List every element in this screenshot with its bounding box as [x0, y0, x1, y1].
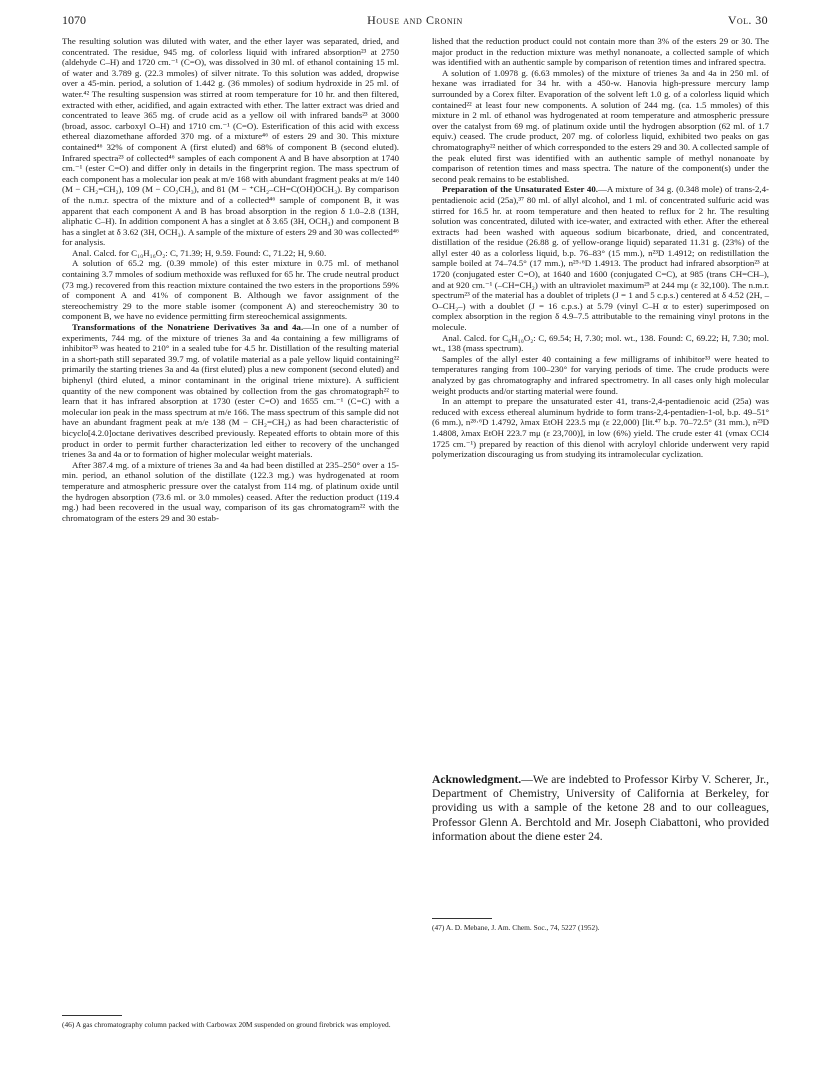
acknowledgment-text: —We are indebted to Professor Kirby V. Scherer, Jr., Department of Chemistry, University of California at Berkeley, for providing us with a sample of the ketone 28 and to our colleagues, Professor Glenn A. Berchtold and Mr. Joseph Ciabattoni, who provided information about the diene ester 24. — [432, 773, 769, 843]
paragraph-text: —In one of a number of experiments, 744 mg. of the mixture of trienes 3a and 4a containing a few milligrams of inhibitor³³ was heated to 210° in a sealed tube for 4.5 hr. Distillation of the resulting material in a short-path still separated 39.7 mg. of volatile material as a pale yellow liquid containing²² primarily the starting trienes 3a and 4a (first eluted) plus a new component (second eluted) and biphenyl (third eluted, a minor contaminant in the original triene mixture). A sufficient quantity of the new component was obtained by collection from the gas chromatograph²² to learn that it has infrared absorption at 1730 (ester C=O) and 1655 cm.⁻¹ (C=C) with a molecular ion peak in the mass spectrum at m/e 166. The mass spectrum of this sample did not have an abundant fragment peak at m/e 138 (M − CH₂=CH₂) as had been characteristic of bicyclo[4.2.0]octane derivatives described previously. Repeated efforts to obtain more of this product in order to permit further characterization led either to recovery of the unchanged trienes 3a and 4a or to formation of higher molecular weight materials. — [62, 322, 399, 460]
paragraph — [432, 396, 769, 460]
running-authors: House and Cronin — [367, 13, 463, 27]
paragraph — [62, 258, 399, 322]
section-heading: Transformations of the Nonatriene Derivatives 3a and 4a. — [72, 322, 304, 333]
acknowledgment — [432, 773, 769, 844]
paragraph-text: A solution of 1.0978 g. (6.63 mmoles) of the mixture of trienes 3a and 4a in 250 ml. of hexane was irradiated for 34 hr. with a 450-w. Hanovia high-pressure mercury lamp surrounded by a Corex filter. Evaporation of the solvent left 1.0 g. of a colorless liquid which contained²² at least four new components. A solution of 244 mg. (ca. 1.5 mmoles) of this mixture in 2 ml. of ethanol was hydrogenated at room temperature and atmospheric pressure over the catalyst from 69 mg. of platinum oxide until the hydrogen absorption (62 ml. of 1.7 equiv.) ceased. The crude product, 207 mg. of colorless liquid, exhibited two peaks on gas chromatography²² neither of which corresponded to the esters 29 and 30. A collected sample of the peak eluted first was identified with an authentic sample of methyl nonanoate by comparison of retention times and mass spectra. The nature of the component(s) under the second peak remains to be established. — [432, 67, 769, 184]
paragraph — [62, 248, 399, 259]
left-column — [62, 36, 399, 1036]
footnote-rule — [62, 1015, 122, 1016]
paragraph-text: The resulting solution was diluted with water, and the ether layer was separated, dried, and concentrated. The residue, 945 mg. of colorless liquid with infrared absorption²³ at 2750 (aldehyde C–H) and 1720 cm.⁻¹ (C=O), was dissolved in 30 ml. of ethanol containing 15 ml. of water and 3.789 g. (22.3 mmoles) of silver nitrate. To this solution was added, dropwise over a 45-min. period, a solution of 1.442 g. (36 mmoles) of sodium hydroxide in 25 ml. of water.⁴² The resulting suspension was stirred at room temperature for 10 hr. and then filtered, extracted with ether, acidified, and again extracted with ether. The latter extract was dried and concentrated to leave 365 mg. of crude acid as a yellow oil with infrared bands²³ at 3000 (broad, assoc. carboxyl O–H) and 1710 cm.⁻¹ (C=O). Esterification of this acid with excess ethereal diazomethane afforded 370 mg. of a mixture⁴⁶ of esters 29 and 30. This mixture contained⁴⁶ 32% of component A (first eluted) and 68% of component B (second eluted). Infrared spectra²³ of collected⁴⁶ samples of each component A and B have absorption at 1740 cm.⁻¹ (ester C=O) and differ only in details in the fingerprint region. The mass spectrum of each component has a molecular ion peak at m/e 168 with abundant fragment peaks at m/e 140 (M − CH₂=CH₂), 109 (M − CO₂CH₃), and 81 (M − ⁺CH₂–CH=C(OH)OCH₃). By comparison of the n.m.r. spectra of the mixture and of a collected⁴⁶ sample of component B, it was apparent that each component A and B has broad absorption in the region δ 1.0–2.8 (13H, aliphatic C–H). In addition component A has a singlet at δ 3.65 (3H, OCH₃) and component B has a singlet at δ 3.62 (3H, OCH₃). A sample of the mixture of esters 29 and 30 was collected⁴⁶ for analysis. — [62, 36, 399, 248]
paragraph — [432, 36, 769, 68]
right-column — [432, 36, 769, 1036]
volume-label: Vol. 30 — [727, 13, 768, 27]
footnote-47: (47) A. D. Mebane, J. Am. Chem. Soc., 74, 5227 (1952). — [432, 923, 600, 932]
paragraph-text: After 387.4 mg. of a mixture of trienes 3a and 4a had been distilled at 235–250° over a 15-min. period, an ethanol solution of the distillate (122.3 mg.) was hydrogenated at room temperature and atmospheric pressure over the catalyst from 114 mg. of platinum oxide until the hydrogen absorption (73.6 ml. or 3.0 mmoles) ceased. After the reduction product (119.4 mg.) had been recovered in the usual way, comparison of its gas chromatogram²² with the chromatogram of the esters 29 and 30 estab- — [62, 459, 399, 523]
paragraph — [62, 36, 399, 248]
paragraph — [62, 460, 399, 524]
paragraph-text: Anal. Calcd. for C₈H₁₀O₂: C, 69.54; H, 7.30; mol. wt., 138. Found: C, 69.22; H, 7.30; mol. wt., 138 (mass spectrum). — [432, 332, 769, 354]
running-header — [62, 13, 768, 27]
paragraph-text: lished that the reduction product could not contain more than 3% of the esters 29 or 30. The major product in the reduction mixture was methyl nonanoate, a collected sample of which was identified with an authentic sample by comparison of retention times and infrared spectra. — [432, 36, 769, 68]
footnote-rule-right — [432, 918, 492, 919]
paragraph-text: —A mixture of 34 g. (0.348 mole) of trans-2,4-pentadienoic acid (25a),³⁷ 80 ml. of allyl alcohol, and 1 ml. of concentrated sulfuric acid was stirred for 16.5 hr. at room temperature and then heated to reflux for 2 hr. The resulting solution was concentrated, diluted with ice-water, and extracted with ether. After the ethereal extracts had been washed with aqueous sodium bicarbonate, dried, and concentrated, distillation of the residue (26.88 g. of yellow-orange liquid) separated 11.31 g. (23%) of the allyl ester 40 as a colorless liquid, b.p. 76–83° (15 mm.), n²³D 1.4912; on redistillation the sample boiled at 74–74.5° (17 mm.), n²⁵·⁶D 1.4913. The product had infrared absorption²³ at 1720 (conjugated ester C=O), at 1640 and 1600 (conjugated C=C), at 985 (trans CH=CH–), and at 920 cm.⁻¹ (–CH=CH₂) with an ultraviolet maximum²⁵ at 244 mμ (ε 32,100). The n.m.r. spectrum²³ of the material has a doublet of triplets (J = 1 and 5 c.p.s.) centered at δ 4.52 (2H, –O–CH₂–) with a doublet (J = 16 c.p.s.) at 5.79 (vinyl C–H α to ester) superimposed on complex absorption in the region δ 4.9–7.5 attributable to the remaining vinyl protons in the molecule. — [432, 184, 769, 333]
page-number: 1070 — [62, 13, 86, 27]
paragraph — [62, 322, 399, 460]
acknowledgment-heading: Acknowledgment. — [432, 773, 522, 786]
paragraph-text: Samples of the allyl ester 40 containing a few milligrams of inhibitor³³ were heated to temperatures ranging from 100–230° for varying periods of time. The crude products were analyzed by gas chromatography and infrared spectrometry. In all cases only high molecular weight products and/or starting material were found. — [432, 353, 769, 396]
paragraph-text: Anal. Calcd. for C₁₀H₁₆O₂: C, 71.39; H, 9.59. Found: C, 71.22; H, 9.60. — [72, 247, 327, 258]
footnote-46: (46) A gas chromatography column packed with Carbowax 20M suspended on ground firebrick was employed. — [62, 1020, 391, 1029]
paragraph — [432, 333, 769, 354]
paragraph — [432, 68, 769, 185]
paragraph-text: A solution of 65.2 mg. (0.39 mmole) of this ester mixture in 0.75 ml. of methanol containing 3.7 mmoles of sodium methoxide was refluxed for 65 hr. The crude neutral product (73 mg.) recovered from this reaction mixture contained the two esters in the proportions 59% of component A and 41% of component B. Although we favor assignment of the stereochemistry 29 to the more stable isomer (component A) and stereochemistry 30 to component B, we have no evidence permitting firm stereochemical assignments. — [62, 258, 399, 322]
paragraph — [432, 354, 769, 396]
paragraph-text: In an attempt to prepare the unsaturated ester 41, trans-2,4-pentadienoic acid (25a) was reduced with excess ethereal aluminum hydride to form trans-2,4-pentadien-1-ol, b.p. 49–51° (6 mm.), n²⁸·⁶D 1.4792, λmax EtOH 223.5 mμ (ε 22,000) [lit.⁴⁷ b.p. 70–72.5° (31 mm.), n²³D 1.4808, λmax EtOH 223.7 mμ (ε 23,700)], in low (6%) yield. The crude ester 41 (νmax CCl4 1725 cm.⁻¹) prepared by reaction of this dienol with acryloyl chloride underwent very rapid polymerization discouraging us from studying its intramolecular cyclization. — [432, 396, 769, 460]
paragraph — [432, 184, 769, 332]
section-heading: Preparation of the Unsaturated Ester 40. — [442, 184, 598, 195]
